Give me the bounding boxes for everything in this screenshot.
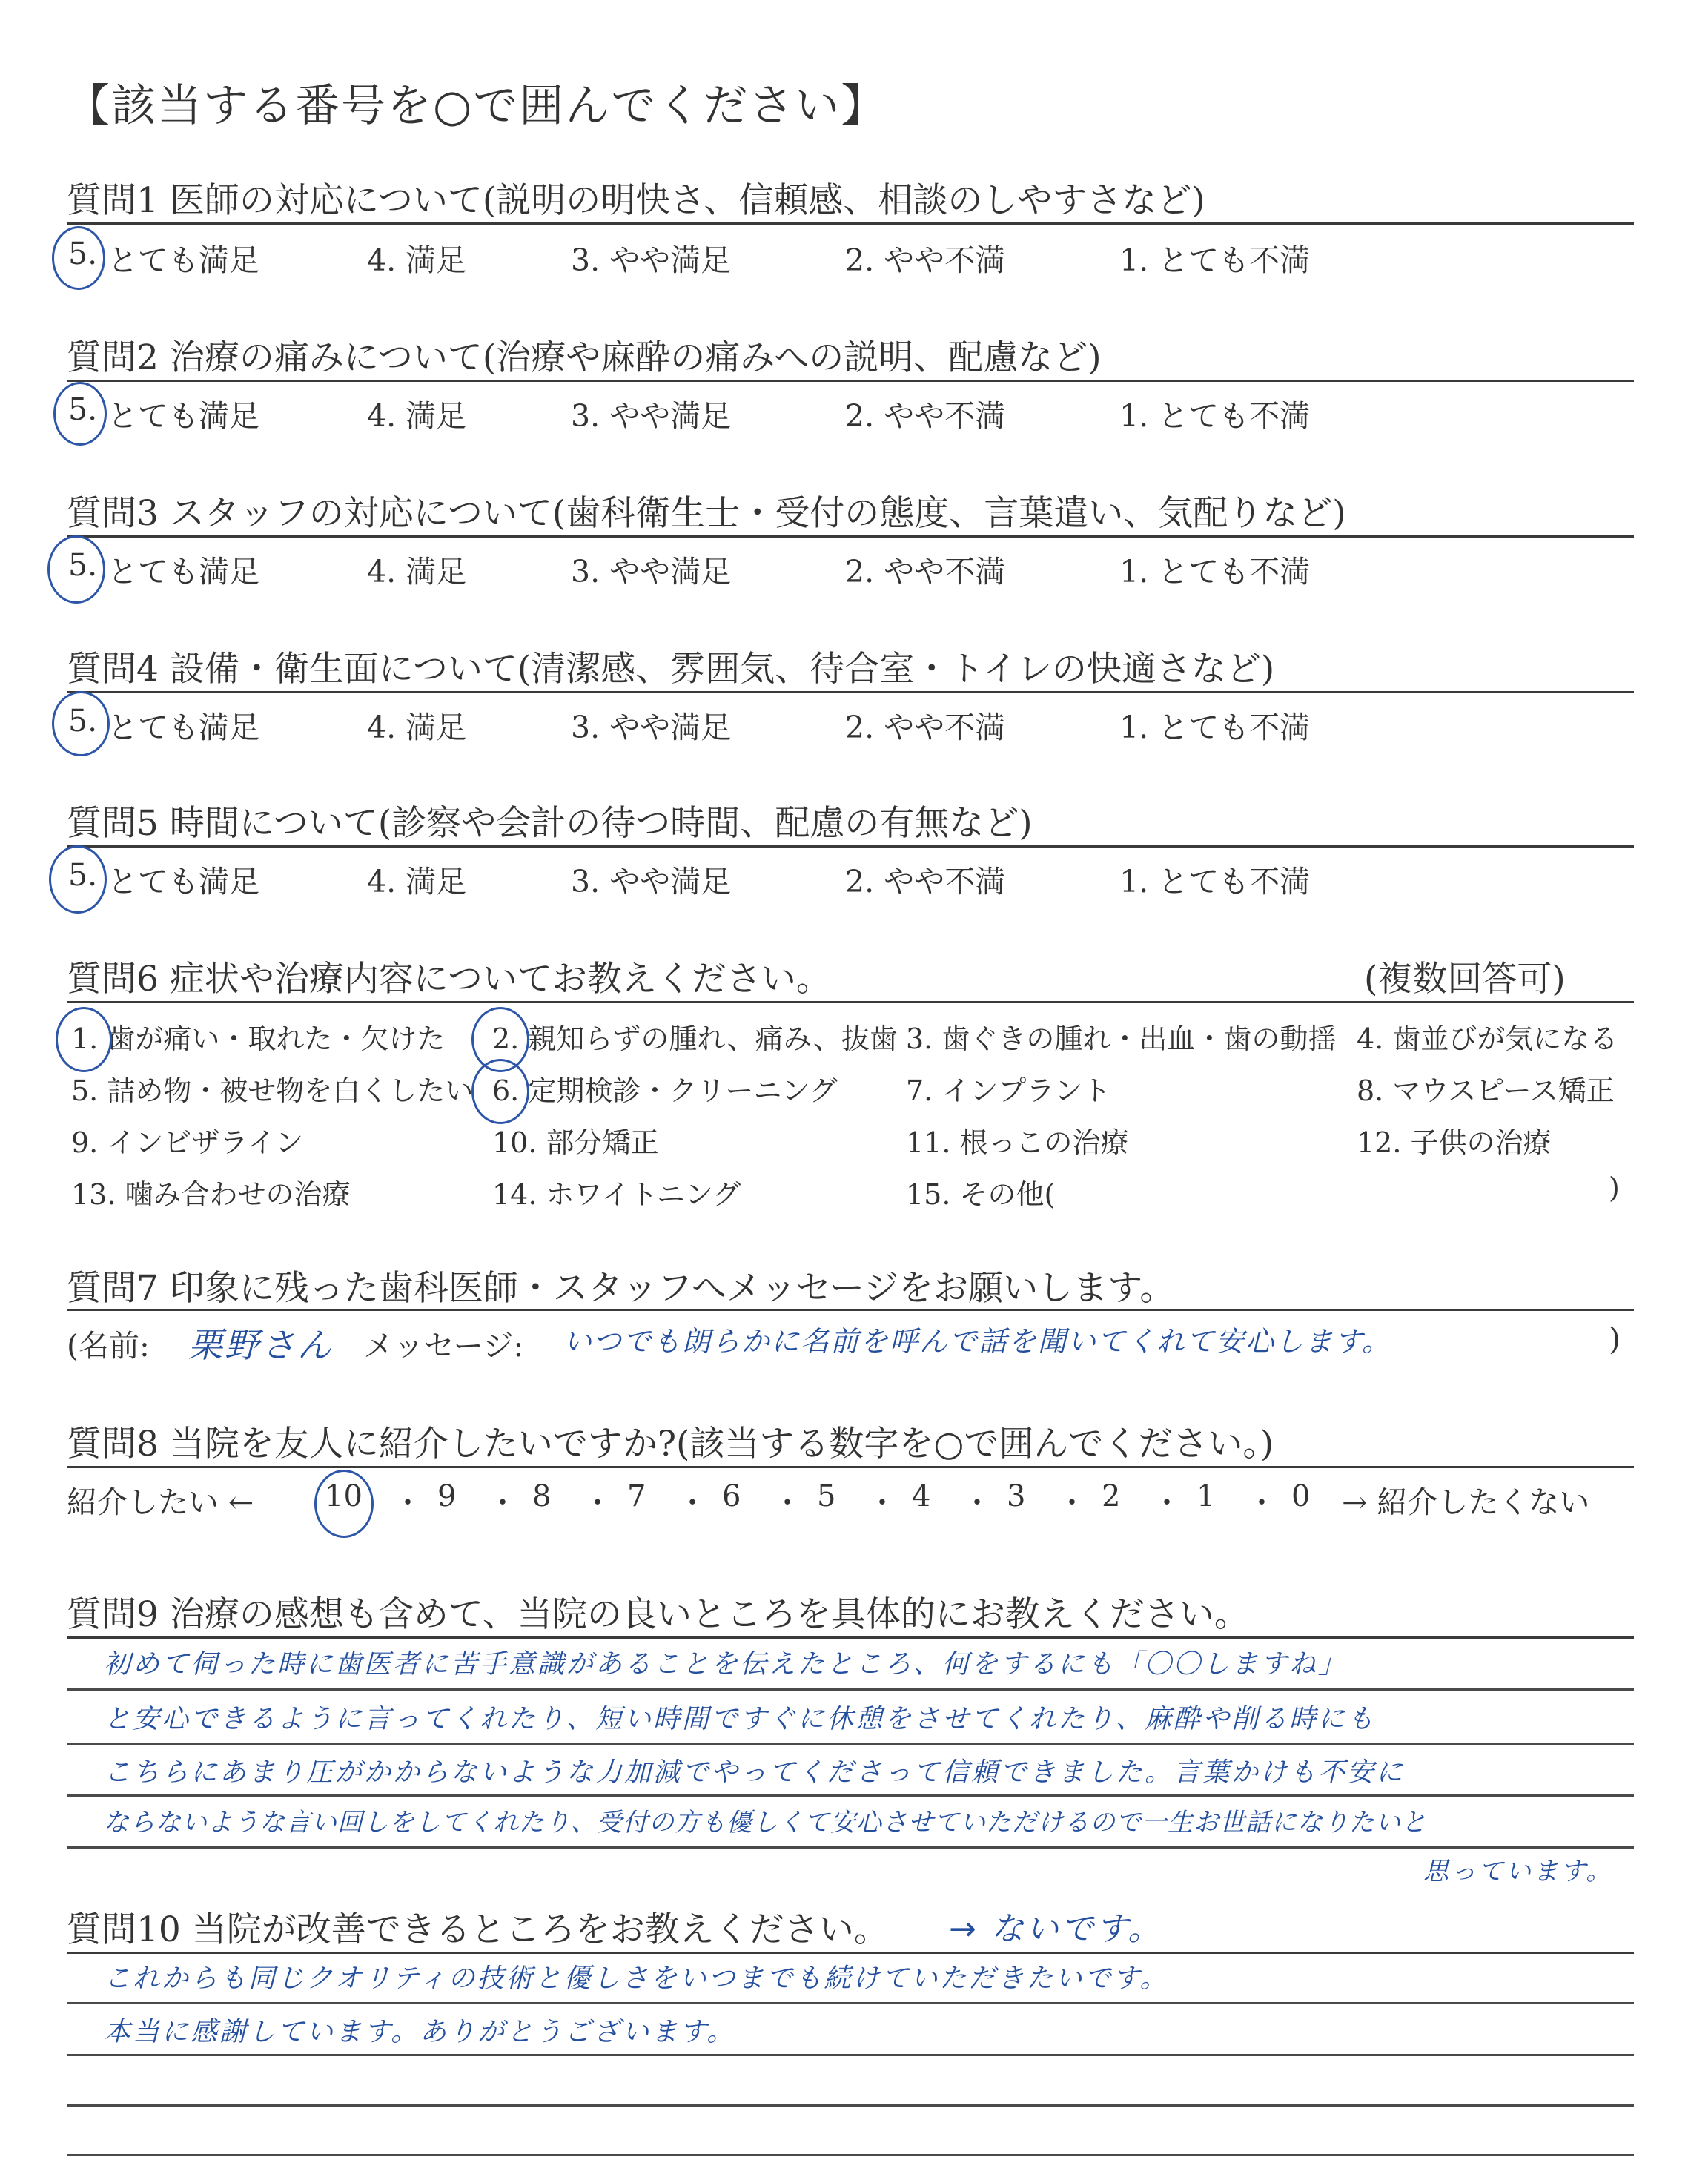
q1-option-3[interactable]: 3. やや満足 — [571, 242, 732, 278]
q6-option-12[interactable]: 12. 子供の治療 — [1357, 1126, 1552, 1159]
q8-scale-dot: ・ — [772, 1486, 802, 1520]
q8-scale-dot: ・ — [1057, 1486, 1087, 1520]
q3-option-3[interactable]: 3. やや満足 — [571, 554, 732, 589]
q9-answer-line-3[interactable]: こちらにあまり圧がかからないような力加減でやってくださって信頼できました。言葉かけも不安に — [104, 1757, 1406, 1788]
q10-label: 質問10 当院が改善できるところをお教えください。 — [67, 1909, 889, 1950]
q8-scale-dot: ・ — [867, 1486, 897, 1520]
q10-answer-line-1[interactable]: これからも同じクオリティの技術と優しさをいつまでも続けていただきたいです。 — [104, 1964, 1169, 1994]
q10-writing-rule-2 — [67, 2054, 1634, 2056]
q6-note: (複数回答可) — [1364, 959, 1566, 1000]
q10-answer-line-2[interactable]: 本当に感謝しています。ありがとうございます。 — [104, 2017, 736, 2047]
q8-right-label: → 紹介したくない — [1342, 1484, 1590, 1520]
q8-selected-circle — [314, 1470, 374, 1538]
q2-selected-circle — [53, 382, 107, 446]
q2-option-2[interactable]: 2. やや不満 — [845, 398, 1006, 434]
q6-option-5[interactable]: 5. 詰め物・被せ物を白くしたい — [71, 1074, 474, 1107]
q4-label: 質問4 設備・衛生面について(清潔感、雰囲気、待合室・トイレの快適さなど) — [67, 649, 1275, 690]
q2-rule — [67, 380, 1634, 382]
q8-scale-dot: ・ — [962, 1486, 992, 1520]
q10-writing-rule-1 — [67, 2002, 1634, 2004]
q8-scale-4[interactable]: 4 — [912, 1479, 931, 1513]
q9-rule — [67, 1636, 1634, 1639]
q8-scale-dot: ・ — [488, 1486, 517, 1520]
q1-rule — [67, 222, 1634, 225]
q8-scale-5[interactable]: 5 — [817, 1479, 836, 1513]
q4-option-5-text: とても満足 — [107, 710, 259, 745]
q9-label: 質問9 治療の感想も含めて、当院の良いところを具体的にお教えください。 — [67, 1594, 1249, 1635]
q10-writing-rule-3 — [67, 2104, 1634, 2107]
q2-option-3[interactable]: 3. やや満足 — [571, 398, 732, 434]
q9-writing-rule-4 — [67, 1846, 1634, 1849]
q5-option-4[interactable]: 4. 満足 — [367, 864, 467, 899]
q8-scale-7[interactable]: 7 — [627, 1479, 646, 1513]
q7-message-value[interactable]: いつでも朗らかに名前を呼んで話を聞いてくれて安心します。 — [563, 1325, 1391, 1358]
q10-inline-answer[interactable]: → ないです。 — [949, 1910, 1163, 1948]
q6-label: 質問6 症状や治療内容についてお教えください。 — [67, 959, 831, 1000]
q5-selected-circle — [49, 845, 107, 914]
q8-scale-10[interactable]: 10 — [325, 1479, 363, 1513]
q1-label: 質問1 医師の対応について(説明の明快さ、信頼感、相談のしやすさなど) — [67, 180, 1205, 221]
q4-option-3[interactable]: 3. やや満足 — [571, 710, 732, 745]
q6-option-4[interactable]: 4. 歯並びが気になる — [1357, 1023, 1618, 1055]
form-title: 【該当する番号を○で囲んでください】 — [65, 80, 887, 132]
q1-option-4[interactable]: 4. 満足 — [367, 242, 467, 278]
q5-option-5-num[interactable]: 5. — [68, 857, 98, 893]
q6-option-8[interactable]: 8. マウスピース矯正 — [1357, 1074, 1615, 1107]
q8-scale-1[interactable]: 1 — [1196, 1479, 1216, 1513]
q8-scale-dot: ・ — [393, 1486, 423, 1520]
q8-rule — [67, 1466, 1634, 1468]
q8-scale-6[interactable]: 6 — [722, 1479, 741, 1513]
q6-option-11[interactable]: 11. 根っこの治療 — [906, 1126, 1129, 1159]
q4-option-1[interactable]: 1. とても不満 — [1119, 710, 1311, 745]
q1-option-5-num[interactable]: 5. — [68, 236, 98, 271]
q4-option-2[interactable]: 2. やや不満 — [845, 710, 1006, 745]
q5-option-1[interactable]: 1. とても不満 — [1119, 864, 1311, 899]
q6-option-6[interactable]: 6. 定期検診・クリーニング — [492, 1074, 838, 1107]
q6-option-13[interactable]: 13. 噛み合わせの治療 — [71, 1178, 351, 1211]
q8-left-label: 紹介したい ← — [67, 1484, 254, 1520]
q1-selected-circle — [52, 226, 105, 290]
q5-option-5-text: とても満足 — [107, 864, 259, 899]
q6-option-2[interactable]: 2. 親知らずの腫れ、痛み、抜歯 — [492, 1023, 898, 1055]
q7-close-paren: ) — [1609, 1321, 1621, 1357]
q10-writing-rule-4 — [67, 2154, 1634, 2156]
q2-option-5-text: とても満足 — [107, 398, 259, 434]
q4-option-4[interactable]: 4. 満足 — [367, 710, 467, 745]
q8-scale-dot: ・ — [583, 1486, 612, 1520]
q6-selected-circle-1 — [56, 1007, 112, 1072]
q6-option-15-close: ) — [1609, 1172, 1620, 1204]
q4-rule — [67, 691, 1634, 693]
q4-selected-circle — [52, 691, 110, 756]
q8-scale-0[interactable]: 0 — [1291, 1479, 1311, 1513]
q6-option-1[interactable]: 1. 歯が痛い・取れた・欠けた — [71, 1023, 446, 1055]
q5-rule — [67, 845, 1634, 848]
q8-scale-dot: ・ — [1152, 1486, 1182, 1520]
q5-option-3[interactable]: 3. やや満足 — [571, 864, 732, 899]
q6-selected-circle-6 — [471, 1059, 529, 1124]
q9-answer-line-2[interactable]: と安心できるように言ってくれたり、短い時間ですぐに休憩をさせてくれたり、麻酔や削る時にも — [104, 1704, 1377, 1734]
q7-message-label: メッセージ: — [363, 1328, 524, 1364]
q10-rule — [67, 1952, 1634, 1954]
q8-scale-9[interactable]: 9 — [437, 1479, 457, 1513]
q9-answer-line-4[interactable]: ならないような言い回しをしてくれたり、受付の方も優しくて安心させていただけるので一生お世話になりたいと — [104, 1808, 1427, 1837]
q7-name-label: (名前: — [67, 1328, 150, 1364]
q2-option-1[interactable]: 1. とても不満 — [1119, 398, 1311, 434]
q6-option-7[interactable]: 7. インプラント — [906, 1074, 1111, 1107]
q5-label: 質問5 時間について(診察や会計の待つ時間、配慮の有無など) — [67, 803, 1033, 844]
q9-writing-rule-3 — [67, 1794, 1634, 1797]
q7-name-value[interactable]: 栗野さん — [188, 1325, 334, 1365]
q3-option-2[interactable]: 2. やや不満 — [845, 554, 1006, 589]
q6-option-9[interactable]: 9. インビザライン — [71, 1126, 304, 1159]
q3-selected-circle — [47, 535, 105, 604]
q7-rule — [67, 1309, 1634, 1311]
q8-scale-8[interactable]: 8 — [532, 1479, 552, 1513]
q1-option-1[interactable]: 1. とても不満 — [1119, 242, 1311, 278]
q8-scale-dot: ・ — [1247, 1486, 1277, 1520]
q8-scale-3[interactable]: 3 — [1007, 1479, 1026, 1513]
q5-option-2[interactable]: 2. やや不満 — [845, 864, 1006, 899]
q9-answer-line-1[interactable]: 初めて伺った時に歯医者に苦手意識があることを伝えたところ、何をするにも「〇〇しますね」 — [104, 1649, 1348, 1680]
q2-label: 質問2 治療の痛みについて(治療や麻酔の痛みへの説明、配慮など) — [67, 337, 1102, 378]
q8-label: 質問8 当院を友人に紹介したいですか?(該当する数字を○で囲んでください。) — [67, 1424, 1274, 1464]
q3-option-1[interactable]: 1. とても不満 — [1119, 554, 1311, 589]
q6-option-15[interactable]: 15. その他( — [906, 1178, 1056, 1211]
q2-option-5-num[interactable]: 5. — [68, 392, 98, 427]
q1-option-5-text: とても満足 — [107, 242, 259, 278]
q3-option-5-num[interactable]: 5. — [68, 547, 98, 583]
q8-scale-2[interactable]: 2 — [1102, 1479, 1121, 1513]
q3-option-4[interactable]: 4. 満足 — [367, 554, 467, 589]
q6-option-14[interactable]: 14. ホワイトニング — [492, 1178, 741, 1211]
q9-writing-rule-2 — [67, 1743, 1634, 1745]
q3-rule — [67, 535, 1634, 538]
q4-option-5-num[interactable]: 5. — [68, 703, 98, 739]
q6-rule — [67, 1001, 1634, 1003]
q3-option-5-text: とても満足 — [107, 554, 259, 589]
q8-scale-dot: ・ — [678, 1486, 707, 1520]
q6-option-10[interactable]: 10. 部分矯正 — [492, 1126, 659, 1159]
q9-writing-rule-1 — [67, 1688, 1634, 1691]
q7-label: 質問7 印象に残った歯科医師・スタッフへメッセージをお願いします。 — [67, 1268, 1175, 1309]
q3-label: 質問3 スタッフの対応について(歯科衛生士・受付の態度、言葉遣い、気配りなど) — [67, 493, 1346, 534]
q9-answer-line-5[interactable]: 思っています。 — [1423, 1857, 1614, 1886]
q6-option-3[interactable]: 3. 歯ぐきの腫れ・出血・歯の動揺 — [906, 1023, 1337, 1055]
q1-option-2[interactable]: 2. やや不満 — [845, 242, 1006, 278]
q2-option-4[interactable]: 4. 満足 — [367, 398, 467, 434]
